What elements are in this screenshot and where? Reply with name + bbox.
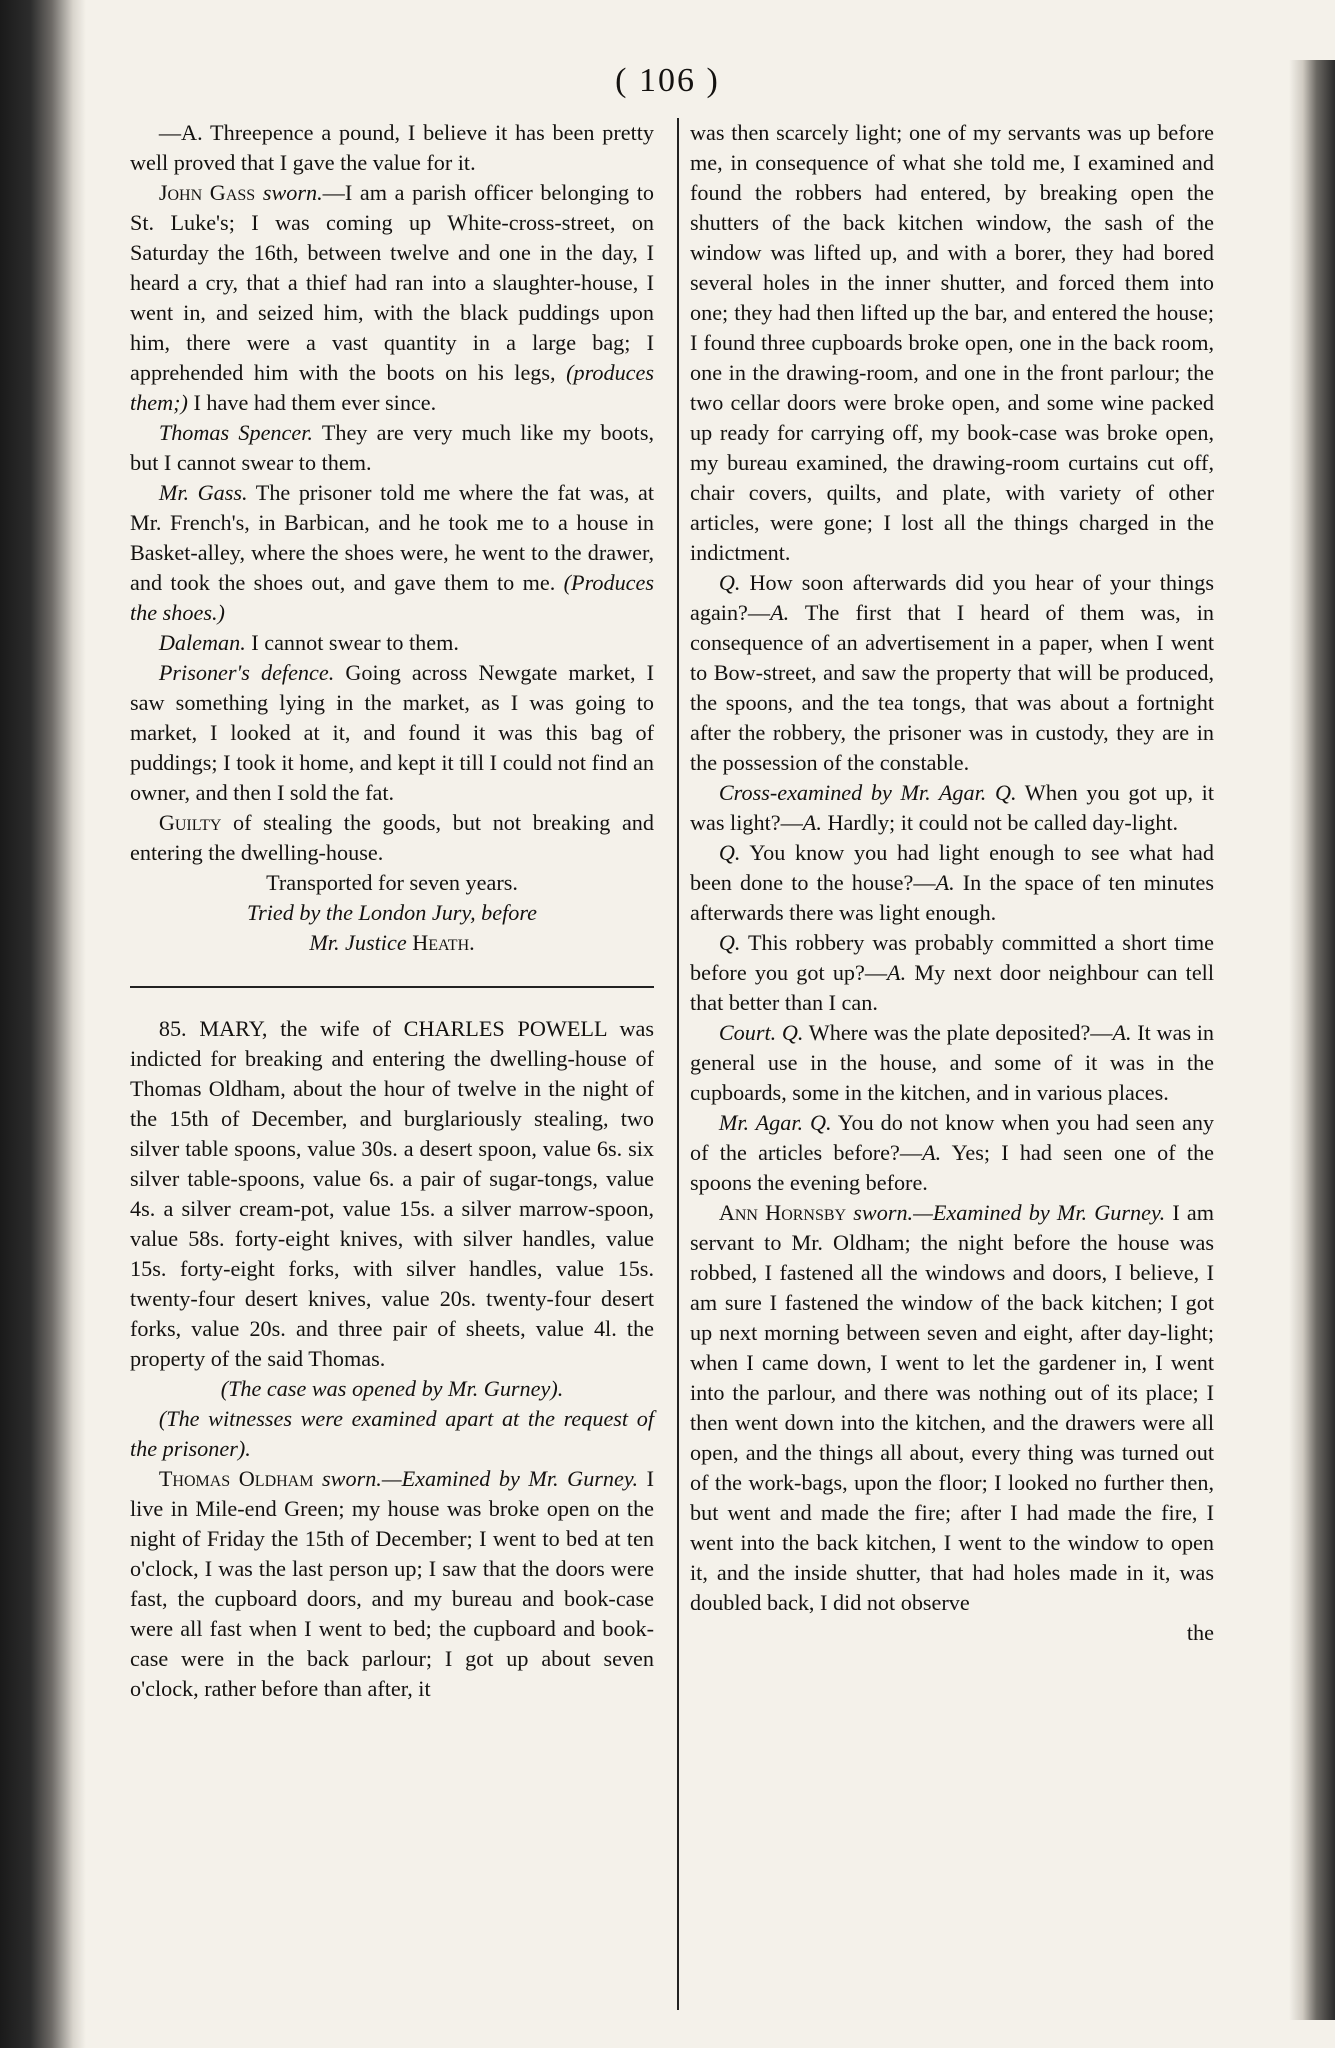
question-answer [690, 838, 1214, 928]
hornsby-testimony [690, 1198, 1214, 1618]
oldham-testimony [130, 1464, 654, 1704]
testimony-text: The prisoner told me where the fat was, at Mr. French's, in Barbican, and he took me to a house in Basket-alley, where the shoes were, he went to the drawer, and took the shoes out, and gave them to me. [130, 480, 654, 595]
question-answer [690, 928, 1214, 1018]
testimony-tail: I have had them ever since. [193, 390, 437, 415]
witness-name: Ann Hornsby [718, 1200, 847, 1225]
answer-mark: A. [887, 960, 907, 985]
sentence: Transported for seven years. [266, 870, 518, 895]
question-answer [690, 568, 1214, 778]
defence-label: Prisoner's defence. [158, 660, 335, 685]
produces-note: (Produces the shoes.) [130, 570, 655, 625]
question-mark: Q. [718, 930, 741, 955]
agar-label: Mr. Agar. [718, 1110, 804, 1135]
witness-name: Thomas Spencer. [158, 420, 313, 445]
scan-edge-right [1289, 60, 1335, 2020]
answer-mark: A. [935, 870, 955, 895]
defence-text: Going across Newgate market, I saw something lying in the market, as I was going to market, I looked at it, and found it was this bag of puddings; I took it home, and kept it till I could not find an owner, and then I sold the fat. [130, 660, 655, 805]
question-mark: Q. [718, 570, 741, 595]
question-text: You do not know when you had seen any of the articles before?— [690, 1110, 1215, 1165]
question-text: Where was the plate deposited?— [808, 1020, 1113, 1045]
answer-mark: A. [1112, 1020, 1132, 1045]
case-indictment [130, 1014, 654, 1374]
question-mark: Q. [810, 1110, 832, 1135]
court-label: Court. [718, 1020, 777, 1045]
testimony-text: They are very much like my boots, but I cannot swear to them. [130, 420, 654, 475]
cross-examination [690, 778, 1214, 838]
sworn-label: sworn.—Examined by Mr. Gurney. [853, 1200, 1166, 1225]
witness-name: Thomas Oldham [158, 1466, 314, 1491]
question-mark: Q. [718, 840, 741, 865]
answer-text: Hardly; it could not be called day-light. [827, 810, 1179, 835]
gass-second-testimony [130, 478, 654, 628]
left-column [130, 118, 654, 1704]
judge-name: Heath. [412, 930, 475, 955]
catchword: the [1186, 1620, 1214, 1645]
court-question [690, 1018, 1214, 1108]
oldham-continued: was then scarcely light; one of my servants was up before me, in consequence of what she told me, I examined and found the robbers had entered, by breaking open the shutters of the back kitchen window, the sash of the window was lifted up, and with a borer, they had bored several holes in the inner shutter, and forced them into one; they had then lifted up the bar, and entered the house; I found three cupboards broke open, one in the back room, one in the drawing-room, and one in the front parlour; the two cellar doors were broke open, and some wine packed up ready for carrying off, my book-case was broke open, my bureau examined, the drawing-room curtains cut off, chair covers, quilts, and plate, with variety of other articles, were gone; I lost all the things charged in the indictment. [690, 120, 1214, 565]
answer-text: My next door neighbour can tell that better than I can. [690, 960, 1214, 1015]
witness-name: John Gass [158, 180, 256, 205]
witness-name: Mr. Gass. [158, 480, 248, 505]
cross-label: Cross-examined by Mr. Agar. [718, 780, 987, 805]
testimony-text: —I am a parish officer belonging to St. Luke's; I was coming up White-cross-street, on Saturday the 16th, between twelve and one in the day, I heard a cry, that a thief had ran into a slaughter-house, I went in, and seized him, with the black puddings upon him, there were a vast quantity in a large bag; I apprehended him with the boots on his legs, [130, 180, 654, 385]
case-text: was indicted for breaking and entering the dwelling-house of Thomas Oldham, about the hour of twelve in the night of the 15th of December, and burglariously stealing, two silver table spoons, value 30s. a desert spoon, value 6s. six silver table-spoons, value 6s. a pair of sugar-tongs, value 4s. a silver cream-pot, value 15s. a silver marrow-spoon, value 58s. forty-eight knives, with silver handles, value 15s. forty-eight forks, with silver handles, value 15s. twenty-four desert knives, value 20s. twenty-four desert forks, value 20s. and three pair of sheets, value 4l. the property of the said Thomas. [130, 1016, 655, 1371]
witness-name: Daleman. [158, 630, 246, 655]
verdict-word: Guilty [158, 810, 222, 835]
agar-question [690, 1108, 1214, 1198]
sworn-label: sworn.—Examined by Mr. Gurney. [322, 1466, 639, 1491]
gass-testimony [130, 178, 654, 418]
scan-edge-left [0, 0, 86, 2048]
question-text: You know you had light enough to see what had been done to the house?— [690, 840, 1214, 895]
produces-note: (produces them;) [130, 360, 655, 415]
case-number: 85. [158, 1016, 187, 1041]
answer-paragraph: —A. Threepence a pound, I believe it has been pretty well proved that I gave the value for it. [130, 120, 654, 175]
answer-text: It was in general use in the house, and some of it was in the cupboards, some in the kitchen, and in various places. [690, 1020, 1215, 1105]
question-text: This robbery was probably committed a short time before you got up?— [690, 930, 1214, 985]
answer-mark: A. [770, 600, 790, 625]
case-divider [130, 986, 654, 988]
answer-text: In the space of ten minutes afterwards there was light enough. [690, 870, 1214, 925]
tried-line-1: Tried by the London Jury, before [246, 900, 538, 925]
question-mark: Q. [781, 1020, 804, 1045]
right-column [690, 118, 1214, 1648]
prisoner-defence [130, 658, 654, 808]
question-text: How soon afterwards did you hear of your things again?— [690, 570, 1215, 625]
case-head: MARY, the wife of CHARLES POWELL [199, 1016, 607, 1041]
tried-line-2 [130, 928, 654, 958]
testimony-text: I am servant to Mr. Oldham; the night before the house was robbed, I fastened all the windows and doors, I believe, I am sure I fastened the window of the back kitchen; I got up next morning between seven and eight, after day-light; when I came down, I went to let the gardener in, I went into the parlour, and there was nothing out of its place; I then went down into the kitchen, and the drawers were all open, and the things all about, every thing was turned out of the work-bags, upon the floor; I looked no further then, but went and made the fire; after I had made the fire, I went into the back kitchen, I went to the window to open it, and the inside shutter, that had holes made in it, was doubled back, I did not observe [690, 1200, 1214, 1615]
answer-text: Yes; I had seen one of the spoons the evening before. [690, 1140, 1214, 1195]
spencer-testimony [130, 418, 654, 478]
verdict [130, 808, 654, 868]
case-opened-note: (The case was opened by Mr. Gurney). [220, 1376, 564, 1401]
testimony-text: I cannot swear to them. [251, 630, 459, 655]
answer-mark: A. [922, 1140, 942, 1165]
question-mark: Q. [994, 780, 1017, 805]
column-divider [677, 118, 679, 2010]
answer-text: The first that I heard of them was, in consequence of an advertisement in a paper, when I went to Bow-street, and saw the property that will be produced, the spoons, and the tea tongs, that was about a fortnight after the robbery, the prisoner was in custody, they are in the possession of the constable. [690, 600, 1214, 775]
verdict-text: of stealing the goods, but not breaking and entering the dwelling-house. [130, 810, 654, 865]
testimony-text: I live in Mile-end Green; my house was broke open on the night of Friday the 15th of December; I went to bed at ten o'clock, I was the last person up; I saw that the doors were fast, the cupboard doors, and my bureau and book-case were all fast when I went to bed; the cupboard and book-case were in the back parlour; I got up about seven o'clock, rather before than after, it [130, 1466, 654, 1701]
page-number: ( 106 ) [615, 62, 720, 99]
judge-title: Mr. Justice [309, 930, 407, 955]
sworn-label: sworn. [262, 180, 323, 205]
answer-mark: A. [802, 810, 822, 835]
question-text: When you got up, it was light?— [690, 780, 1214, 835]
daleman-testimony [130, 628, 654, 658]
witnesses-apart-note: (The witnesses were examined apart at the request of the prisoner). [130, 1406, 654, 1461]
